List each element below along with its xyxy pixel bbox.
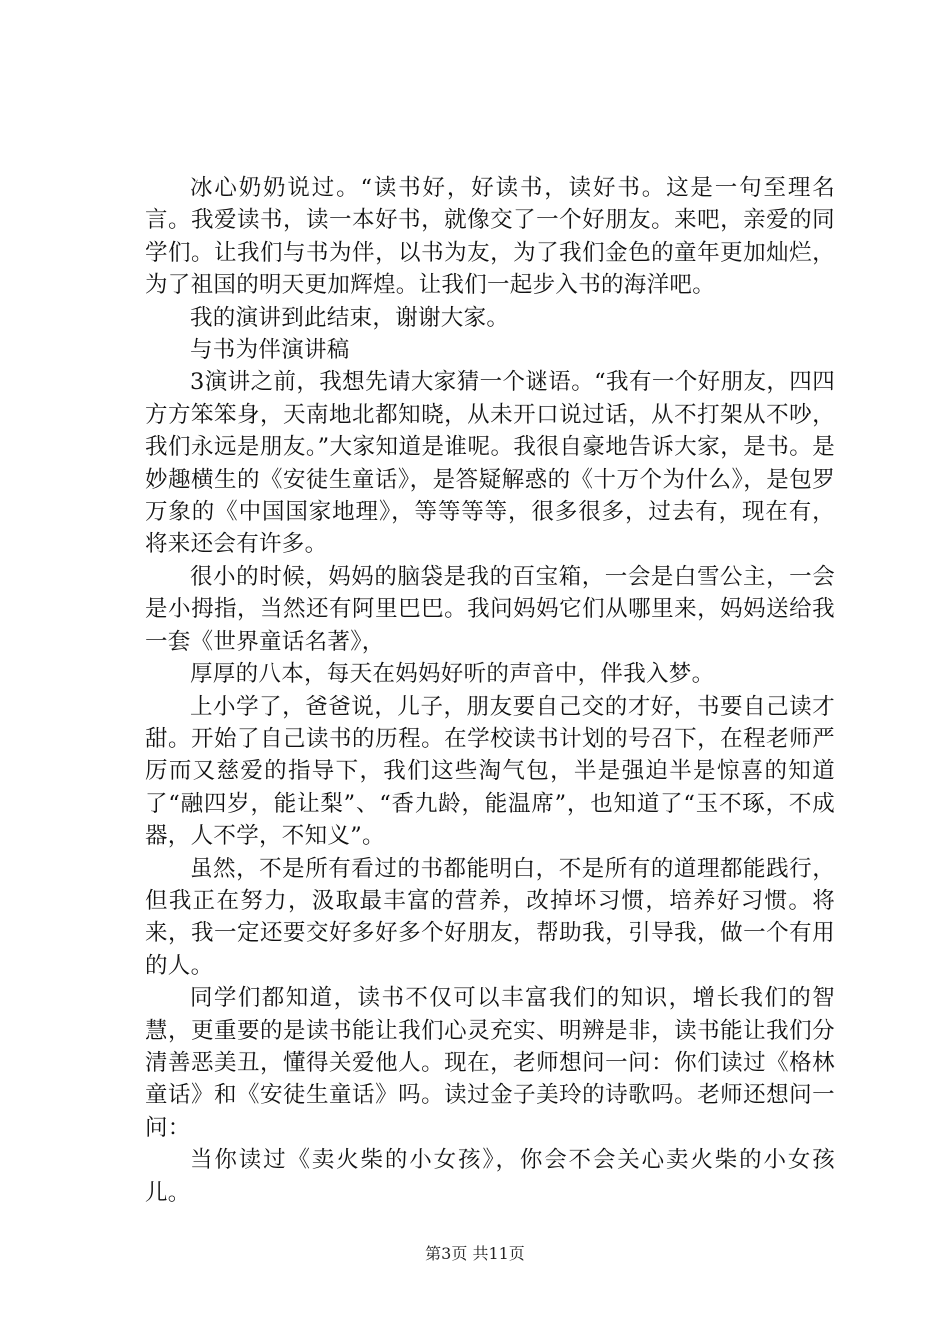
section-title: 与书为伴演讲稿: [190, 337, 350, 364]
document-body: [145, 172, 835, 1209]
paragraph: 冰心奶奶说过。“读书好，好读书，读好书。这是一句至理名言。我爱读书，读一本好书，就像交了一个好朋友。来吧，亲爱的同学们。让我们与书为伴，以书为友，为了我们金色的童年更加灿烂，为了祖国的明天更加辉煌。让我们一起步入书的海洋吧。: [145, 175, 835, 299]
paragraph: 虽然，不是所有看过的书都能明白，不是所有的道理都能践行，但我正在努力，汲取最丰富的营养，改掉坏习惯，培养好习惯。将来，我一定还要交好多好多个好朋友，帮助我，引导我，做一个有用的人。: [145, 855, 835, 979]
paragraph: 当你读过《卖火柴的小女孩》，你会不会关心卖火柴的小女孩儿。: [145, 1147, 835, 1206]
paragraph: 我的演讲到此结束，谢谢大家。: [190, 304, 510, 331]
paragraph: 3演讲之前，我想先请大家猜一个谜语。“我有一个好朋友，四四方方笨笨身，天南地北都知晓，从未开口说过话，从不打架从不吵，我们永远是朋友。”大家知道是谁呢。我很自豪地告诉大家，是书。是妙趣横生的《安徒生童话》，是答疑解惑的《十万个为什么》，是包罗万象的《中国国家地理》，等等等等，很多很多，过去有，现在有，将来还会有许多。: [145, 369, 835, 558]
paragraph: 很小的时候，妈妈的脑袋是我的百宝箱，一会是白雪公主，一会是小拇指，当然还有阿里巴巴。我问妈妈它们从哪里来，妈妈送给我一套《世界童话名著》，: [145, 563, 835, 655]
page-footer: [0, 1244, 950, 1264]
paragraph: 厚厚的八本，每天在妈妈好听的声音中，伴我入梦。: [190, 661, 715, 688]
paragraph: 同学们都知道，读书不仅可以丰富我们的知识，增长我们的智慧，更重要的是读书能让我们心灵充实、明辨是非，读书能让我们分清善恶美丑，懂得关爱他人。现在，老师想问一问：你们读过《格林童话》和《安徒生童话》吗。读过金子美玲的诗歌吗。老师还想问一问：: [145, 985, 835, 1141]
paragraph: 上小学了，爸爸说，儿子，朋友要自己交的才好，书要自己读才甜。开始了自己读书的历程。在学校读书计划的号召下，在程老师严厉而又慈爱的指导下，我们这些淘气包，半是强迫半是惊喜的知道了“融四岁，能让梨”、“香九龄，能温席”，也知道了“玉不琢，不成器，人不学，不知义”。: [145, 693, 835, 850]
page-number-label: 第3页 共11页: [425, 1244, 525, 1263]
